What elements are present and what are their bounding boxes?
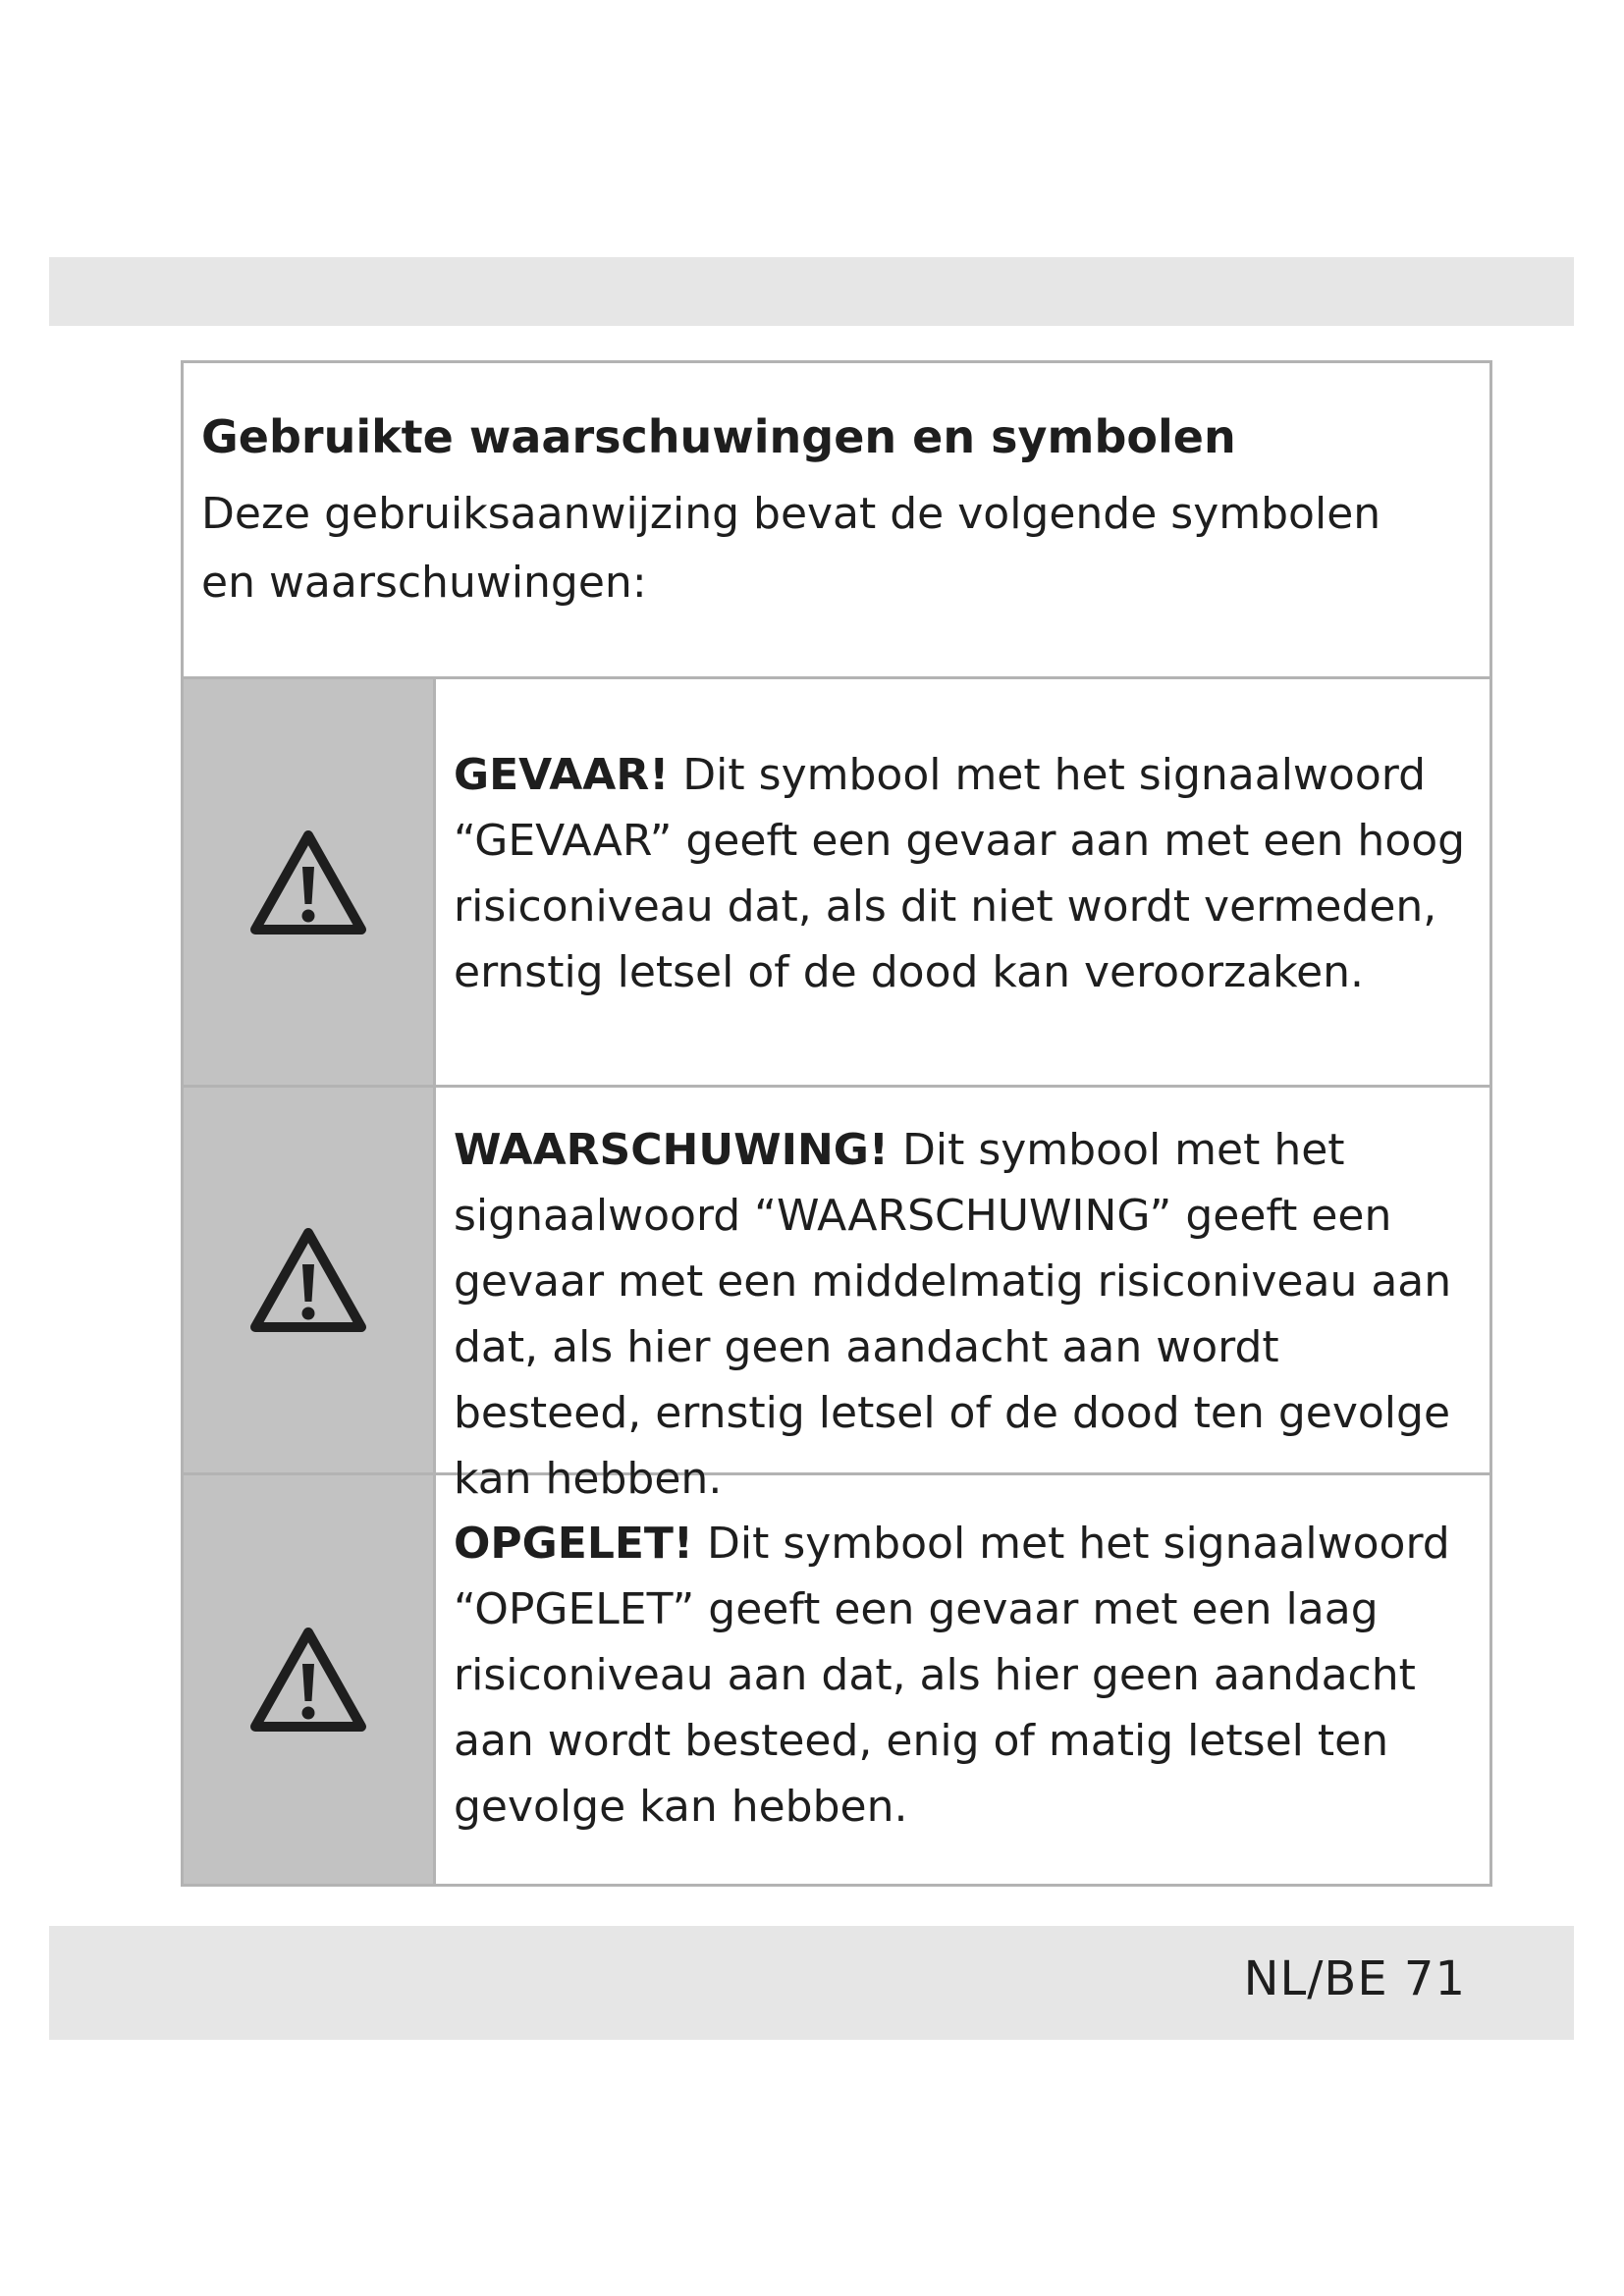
footer-band (49, 1926, 1574, 2040)
warning-text (436, 679, 1489, 1085)
icon-cell (184, 1088, 436, 1472)
icon-cell (184, 679, 436, 1085)
intro-section (184, 363, 1489, 679)
warning-row-danger (184, 679, 1489, 1088)
warning-triangle-icon (247, 828, 369, 937)
signal-word: WAARSCHUWING! (454, 1125, 889, 1175)
warnings-table (181, 360, 1492, 1887)
warning-text (436, 1475, 1489, 1884)
warning-description: Dit symbool met het signaalwoord “WAARSCHUWING” geeft een gevaar met een middelmatig risiconiveau aan dat, als hier geen aandacht aan wordt besteed, ernstig letsel of de dood ten gevolge kan hebben. (454, 1125, 1452, 1504)
section-title: Gebruikte waarschuwingen en symbolen (201, 410, 1236, 463)
warning-row-warning (184, 1088, 1489, 1504)
signal-word: GEVAAR! (454, 750, 670, 800)
page-number: NL/BE 71 (1243, 1951, 1466, 2006)
warning-text (436, 1088, 1489, 1504)
warning-description: Dit symbool met het signaalwoord “OPGELET” geeft een gevaar met een laag risiconiveau aan dat, als hier geen aandacht aan wordt besteed, enig of matig letsel ten gevolge kan hebben. (454, 1519, 1450, 1832)
signal-word: OPGELET! (454, 1519, 693, 1569)
icon-cell (184, 1475, 436, 1884)
intro-text: Deze gebruiksaanwijzing bevat de volgende symbolen en waarschuwingen: (201, 488, 1381, 608)
header-band (49, 257, 1574, 326)
warning-triangle-icon (247, 1625, 369, 1735)
warning-row-caution (184, 1475, 1489, 1884)
warning-triangle-icon (247, 1225, 369, 1335)
warning-description: Dit symbool met het signaalwoord “GEVAAR” geeft een gevaar aan met een hoog risiconiveau dat, als dit niet wordt vermeden, ernstig letsel of de dood kan veroorzaken. (454, 750, 1466, 997)
